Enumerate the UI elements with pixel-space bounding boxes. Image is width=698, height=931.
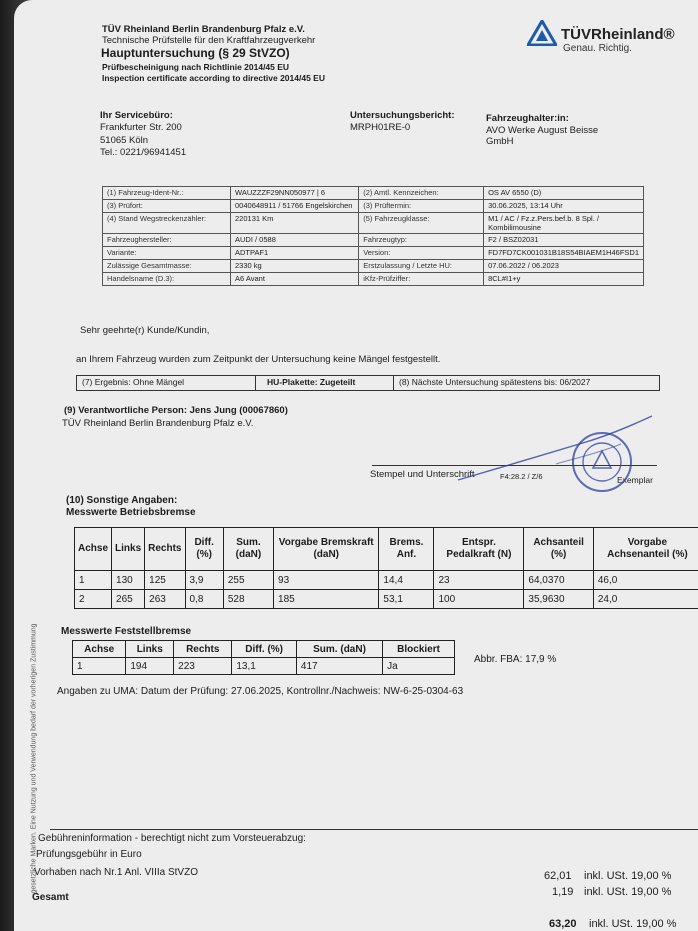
service-brake-header: Achse <box>75 528 112 571</box>
service-brake-cell: 2 <box>75 590 112 609</box>
vehicle-value: FD7FD7CK001031B18S54BIAEM1H46FSD1 <box>484 247 644 260</box>
fee-vat-2: inkl. USt. 19,00 % <box>584 886 672 898</box>
service-brake-header: Rechts <box>145 528 185 571</box>
vehicle-value: 0040648911 / 51766 Engelskirchen <box>231 200 359 213</box>
fee-amount-1: 62,01 <box>544 870 572 882</box>
result-divider <box>255 376 256 390</box>
inspection-certificate-page <box>14 0 698 931</box>
parking-brake-cell: 1 <box>73 658 126 675</box>
service-brake-cell: 263 <box>145 590 185 609</box>
service-brake-header: Diff. (%) <box>185 528 223 571</box>
letter-greeting: Sehr geehrte(r) Kunde/Kundin, <box>80 325 210 336</box>
vehicle-label: Fahrzeugtyp: <box>359 234 484 247</box>
service-brake-header: Sum. (daN) <box>223 528 273 571</box>
subtitle-german: Prüfbescheinigung nach Richtlinie 2014/45 EU <box>102 62 290 72</box>
vehicle-value: ADTPAF1 <box>231 247 359 260</box>
vehicle-label: Zulässige Gesamtmasse: <box>103 260 231 273</box>
fee-vat-1: inkl. USt. 19,00 % <box>584 870 672 882</box>
fee-amount-2: 1,19 <box>552 886 574 898</box>
vehicle-value: 220131 Km <box>231 213 359 234</box>
parking-brake-table <box>72 640 455 675</box>
service-brake-cell: 528 <box>223 590 273 609</box>
vehicle-row <box>103 213 644 234</box>
parking-brake-header: Rechts <box>174 641 232 658</box>
vehicle-row <box>103 200 644 213</box>
fee-line-1: Prüfungsgebühr in Euro <box>36 849 142 860</box>
service-city: 51065 Köln <box>100 135 149 146</box>
subtitle-english: Inspection certificate according to directive 2014/45 EU <box>102 73 325 83</box>
service-brake-header: Achsanteil (%) <box>524 528 593 571</box>
fee-divider <box>50 829 698 830</box>
vehicle-value: F2 / BSZ02031 <box>484 234 644 247</box>
vehicle-row <box>103 187 644 200</box>
vehicle-label: (3) Prüftermin: <box>359 200 484 213</box>
responsible-person: (9) Verantwortliche Person: Jens Jung (00067860) <box>64 405 288 416</box>
vehicle-label: (1) Fahrzeug-Ident-Nr.: <box>103 187 231 200</box>
parking-brake-cell: 417 <box>296 658 382 675</box>
page-title: Hauptuntersuchung (§ 29 StVZO) <box>101 46 290 60</box>
report-label: Untersuchungsbericht: <box>350 110 455 121</box>
vehicle-value: M1 / AC / Fz.z.Pers.bef.b. 8 Spl. / Kombilimousine <box>484 213 644 234</box>
service-brake-cell: 35,9630 <box>524 590 593 609</box>
vehicle-label: iKfz-Prüfziffer: <box>359 273 484 286</box>
service-brake-cell: 64,0370 <box>524 571 593 590</box>
service-phone: Tel.: 0221/96941451 <box>100 147 187 158</box>
fba-value: Abbr. FBA: 17,9 % <box>474 654 557 665</box>
signature-scribble-icon <box>456 414 656 484</box>
result-outcome: (7) Ergebnis: Ohne Mängel <box>82 377 185 387</box>
vehicle-label: Handelsname (D.3): <box>103 273 231 286</box>
fee-total-label: Gesamt <box>32 892 69 903</box>
vehicle-value: AUDI / 0588 <box>231 234 359 247</box>
responsible-org: TÜV Rheinland Berlin Brandenburg Pfalz e.V. <box>62 418 254 429</box>
vehicle-value: WAUZZZF29NN050977 | 6 <box>231 187 359 200</box>
vehicle-value: 07.06.2022 / 06.2023 <box>484 260 644 273</box>
vehicle-label: Version: <box>359 247 484 260</box>
vehicle-value: 30.06.2025, 13:14 Uhr <box>484 200 644 213</box>
table-row <box>75 590 698 609</box>
service-brake-cell: 1 <box>75 571 112 590</box>
service-brake-header: Links <box>112 528 145 571</box>
vehicle-label: Variante: <box>103 247 231 260</box>
report-number: MRPH01RE-0 <box>350 122 411 133</box>
parking-brake-cell: Ja <box>383 658 455 675</box>
vehicle-row <box>103 260 644 273</box>
service-street: Frankfurter Str. 200 <box>100 122 182 133</box>
result-divider <box>393 376 394 390</box>
vehicle-data-table <box>102 186 644 286</box>
holder-label: Fahrzeughalter:in: <box>486 113 569 124</box>
service-brake-cell: 53,1 <box>379 590 434 609</box>
service-brake-header: Vorgabe Bremskraft (daN) <box>274 528 379 571</box>
service-brake-cell: 93 <box>274 571 379 590</box>
parking-brake-cell: 223 <box>174 658 232 675</box>
service-brake-cell: 14,4 <box>379 571 434 590</box>
service-brake-heading: Messwerte Betriebsbremse <box>66 507 196 518</box>
service-brake-header: Vorgabe Achsenanteil (%) <box>593 528 698 571</box>
result-plaque: HU-Plakette: Zugeteilt <box>267 377 356 387</box>
tuv-triangle-icon <box>527 20 557 46</box>
form-code: F4:28.2 / Z/6 <box>500 472 543 481</box>
letter-body: an Ihrem Fahrzeug wurden zum Zeitpunkt der Untersuchung keine Mängel festgestellt. <box>76 354 441 365</box>
parking-brake-header: Links <box>126 641 174 658</box>
service-brake-cell: 24,0 <box>593 590 698 609</box>
vehicle-value: OS AV 6550 (D) <box>484 187 644 200</box>
service-office-label: Ihr Servicebüro: <box>100 110 173 121</box>
service-brake-table <box>74 527 698 609</box>
exemplar-label: Exemplar <box>617 475 653 485</box>
vehicle-row <box>103 247 644 260</box>
parking-brake-header: Blockiert <box>383 641 455 658</box>
table-row <box>75 571 698 590</box>
service-brake-cell: 100 <box>434 590 524 609</box>
service-brake-cell: 0,8 <box>185 590 223 609</box>
parking-brake-cell: 13,1 <box>232 658 297 675</box>
fee-line-2: Vorhaben nach Nr.1 Anl. VIIIa StVZO <box>34 867 198 878</box>
vehicle-label: (4) Stand Wegstreckenzähler: <box>103 213 231 234</box>
fee-total-vat: inkl. USt. 19,00 % <box>589 918 677 930</box>
fee-total-amount: 63,20 <box>549 918 577 930</box>
vehicle-value: 2330 kg <box>231 260 359 273</box>
result-box <box>76 375 660 391</box>
vehicle-label: (2) Amtl. Kennzeichen: <box>359 187 484 200</box>
org-name: TÜV Rheinland Berlin Brandenburg Pfalz e.V. <box>102 24 305 35</box>
service-brake-cell: 46,0 <box>593 571 698 590</box>
vehicle-label: (3) Prüfort: <box>103 200 231 213</box>
vehicle-label: Fahrzeughersteller: <box>103 234 231 247</box>
result-next-inspection: (8) Nächste Untersuchung spätestens bis: 06/2027 <box>399 377 591 387</box>
vehicle-label: (5) Fahrzeugklasse: <box>359 213 484 234</box>
margin-legal-text: gesetzliche Marken. Eine Nutzung und Verwendung bedarf der vorherigen Zustimmung <box>30 623 38 894</box>
service-brake-cell: 3,9 <box>185 571 223 590</box>
vehicle-value: 8CL#I1+y <box>484 273 644 286</box>
parking-brake-cell: 194 <box>126 658 174 675</box>
parking-brake-header: Achse <box>73 641 126 658</box>
vehicle-row <box>103 273 644 286</box>
holder-name-line1: AVO Werke August Beisse <box>486 125 599 136</box>
table-row <box>73 658 455 675</box>
service-brake-cell: 255 <box>223 571 273 590</box>
service-brake-cell: 185 <box>274 590 379 609</box>
service-brake-cell: 23 <box>434 571 524 590</box>
service-brake-header: Brems. Anf. <box>379 528 434 571</box>
service-brake-header: Entspr. Pedalkraft (N) <box>434 528 524 571</box>
parking-brake-header: Sum. (daN) <box>296 641 382 658</box>
service-brake-cell: 125 <box>145 571 185 590</box>
fee-heading: Gebühreninformation - berechtigt nicht zum Vorsteuerabzug: <box>38 833 306 844</box>
service-brake-cell: 265 <box>112 590 145 609</box>
logo-wordmark: TÜVRheinland® <box>561 26 675 43</box>
service-brake-cell: 130 <box>112 571 145 590</box>
org-subtitle: Technische Prüfstelle für den Kraftfahrzeugverkehr <box>102 35 316 46</box>
parking-brake-header: Diff. (%) <box>232 641 297 658</box>
vehicle-row <box>103 234 644 247</box>
holder-name-line2: GmbH <box>486 136 514 147</box>
other-info-heading: (10) Sonstige Angaben: <box>66 495 178 506</box>
vehicle-label: Erstzulassung / Letzte HU: <box>359 260 484 273</box>
uma-info: Angaben zu UMA: Datum der Prüfung: 27.06.2025, Kontrollnr./Nachweis: NW-6-25-0304-63 <box>57 686 464 697</box>
vehicle-value: A6 Avant <box>231 273 359 286</box>
stamp-label: Stempel und Unterschrift <box>370 469 475 480</box>
parking-brake-heading: Messwerte Feststellbremse <box>61 626 192 637</box>
logo-slogan: Genau. Richtig. <box>563 43 632 54</box>
